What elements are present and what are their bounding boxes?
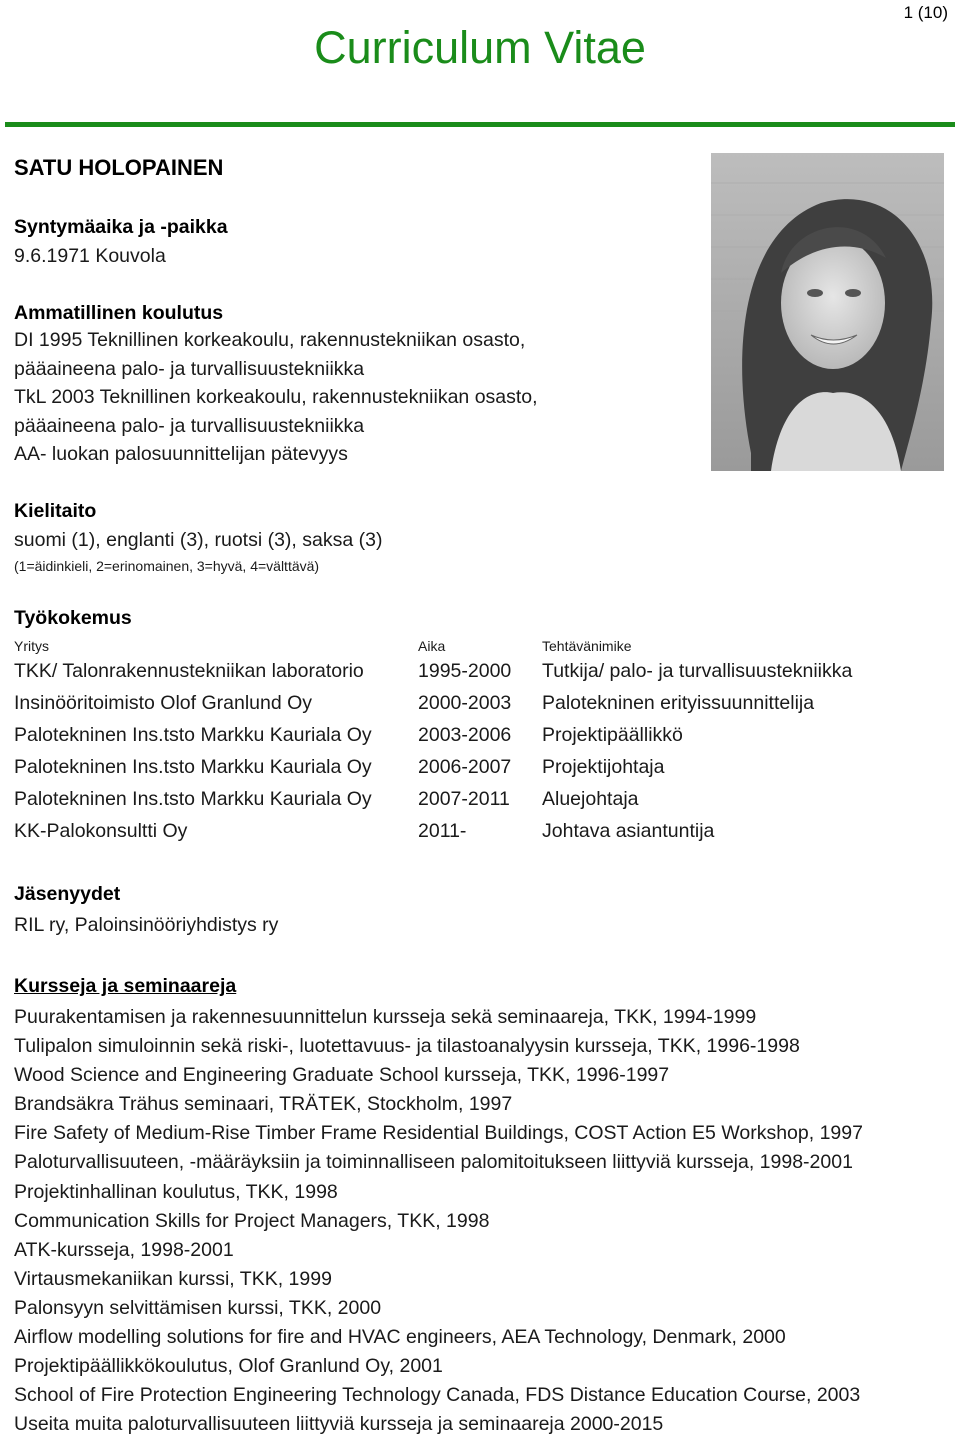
- list-item: School of Fire Protection Engineering Technology Canada, FDS Distance Education Course, 2003: [14, 1384, 861, 1407]
- education-list: [14, 326, 538, 469]
- table-row: [14, 815, 954, 847]
- courses-heading: Kursseja ja seminaareja: [14, 975, 237, 997]
- education-line: DI 1995 Teknillinen korkeakoulu, rakennustekniikan osasto,: [14, 329, 526, 351]
- title-cell: Tutkija/ palo- ja turvallisuustekniikka: [542, 660, 853, 682]
- company-cell: Insinööritoimisto Olof Granlund Oy: [14, 692, 313, 714]
- education-line: pääaineena palo- ja turvallisuustekniikka: [14, 414, 365, 437]
- birth-heading: Syntymäaika ja -paikka: [14, 216, 228, 238]
- company-cell: Palotekninen Ins.tsto Markku Kauriala Oy: [14, 756, 372, 778]
- memberships-heading: Jäsenyydet: [14, 883, 121, 905]
- column-header-period: Aika: [418, 638, 446, 654]
- title-cell: Johtava asiantuntija: [542, 820, 715, 842]
- table-row: [14, 751, 954, 783]
- list-item: Fire Safety of Medium-Rise Timber Frame Residential Buildings, COST Action E5 Workshop, 1997: [14, 1122, 863, 1145]
- list-item: Projektipäällikkökoulutus, Olof Granlund Oy, 2001: [14, 1355, 443, 1378]
- work-heading: Työkokemus: [14, 607, 132, 629]
- company-cell: TKK/ Talonrakennustekniikan laboratorio: [14, 660, 364, 682]
- period-cell: 2000-2003: [418, 692, 512, 714]
- title-cell: Projektijohtaja: [542, 756, 665, 778]
- list-item: Brandsäkra Trähus seminaari, TRÄTEK, Stockholm, 1997: [14, 1093, 513, 1116]
- list-item: Tulipalon simuloinnin sekä riski-, luotettavuus- ja tilastoanalyysin kursseja, TKK, 1996-1998: [14, 1035, 800, 1058]
- memberships-value: RIL ry, Paloinsinööriyhdistys ry: [14, 914, 279, 936]
- languages-heading: Kielitaito: [14, 500, 97, 522]
- page-number: 1 (10): [903, 3, 948, 22]
- list-item: Communication Skills for Project Managers, TKK, 1998: [14, 1209, 490, 1232]
- list-item: Wood Science and Engineering Graduate School kursseja, TKK, 1996-1997: [14, 1064, 670, 1087]
- period-cell: 2007-2011: [418, 788, 510, 810]
- column-header-title: Tehtävänimike: [542, 638, 632, 654]
- title-cell: Aluejohtaja: [542, 788, 639, 810]
- table-row: [14, 783, 954, 815]
- portrait-photo: [711, 153, 944, 471]
- education-line: AA- luokan palosuunnittelijan pätevyys: [14, 443, 348, 465]
- education-heading: Ammatillinen koulutus: [14, 302, 224, 324]
- title-cell: Palotekninen erityissuunnittelija: [542, 692, 815, 714]
- document-title: Curriculum Vitae: [314, 22, 646, 73]
- courses-list: [14, 1003, 863, 1439]
- list-item: Virtausmekaniikan kurssi, TKK, 1999: [14, 1267, 332, 1290]
- list-item: Palonsyyn selvittämisen kurssi, TKK, 2000: [14, 1296, 382, 1319]
- column-header-company: Yritys: [14, 638, 49, 654]
- table-row: [14, 719, 954, 751]
- list-item: Puurakentamisen ja rakennesuunnittelun kursseja sekä seminaareja, TKK, 1994-1999: [14, 1006, 757, 1028]
- list-item: Paloturvallisuuteen, -määräyksiin ja toiminnalliseen palomitoitukseen liittyviä kursseja, 1998-2001: [14, 1151, 853, 1174]
- period-cell: 2003-2006: [418, 724, 512, 746]
- languages-value: suomi (1), englanti (3), ruotsi (3), saksa (3): [14, 529, 383, 551]
- list-item: ATK-kursseja, 1998-2001: [14, 1238, 234, 1261]
- list-item: Useita muita paloturvallisuuteen liittyviä kursseja ja seminaareja 2000-2015: [14, 1413, 664, 1436]
- person-name: SATU HOLOPAINEN: [14, 155, 224, 180]
- education-line: pääaineena palo- ja turvallisuustekniikka: [14, 357, 365, 380]
- table-row: [14, 655, 954, 687]
- title-divider: [5, 122, 955, 127]
- table-row: [14, 687, 954, 719]
- period-cell: 2006-2007: [418, 756, 512, 778]
- languages-note: (1=äidinkieli, 2=erinomainen, 3=hyvä, 4=välttävä): [14, 558, 320, 574]
- title-cell: Projektipäällikkö: [542, 724, 683, 746]
- birth-value: 9.6.1971 Kouvola: [14, 245, 166, 267]
- period-cell: 2011-: [418, 820, 467, 842]
- company-cell: Palotekninen Ins.tsto Markku Kauriala Oy: [14, 724, 372, 746]
- list-item: Projektinhallinan koulutus, TKK, 1998: [14, 1180, 338, 1203]
- period-cell: 1995-2000: [418, 660, 512, 682]
- company-cell: Palotekninen Ins.tsto Markku Kauriala Oy: [14, 788, 372, 810]
- list-item: Airflow modelling solutions for fire and HVAC engineers, AEA Technology, Denmark, 2000: [14, 1326, 786, 1349]
- education-line: TkL 2003 Teknillinen korkeakoulu, rakennustekniikan osasto,: [14, 386, 538, 408]
- company-cell: KK-Palokonsultti Oy: [14, 820, 188, 842]
